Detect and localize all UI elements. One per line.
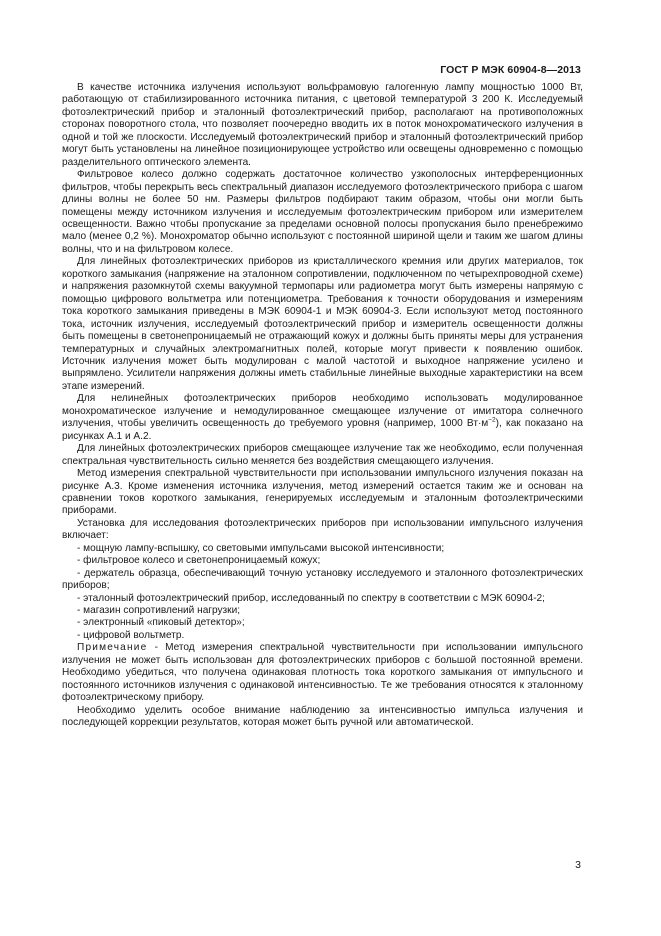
paragraph-bias-light: Для линейных фотоэлектрических приборов смещающее излучение так же необходимо, если полученная спектральная чувствительность сильно меняется без воздействия смещающего излучения. <box>62 443 583 467</box>
page-number: 3 <box>575 859 581 871</box>
paragraph-pulse-method: Метод измерения спектральной чувствительности при использовании импульсного излучения показан на рисунке А.3. Кроме изменения источника излучения, метод измерений остается таким же и основан на сравнении токов короткого замыкания, генерируемых исследуемым и эталонным фотоэлектрическими приборами. <box>62 468 583 517</box>
nonlinear-text-after: ), как показано на рисунках А.1 и А.2. <box>62 418 583 442</box>
paragraph-nonlinear-devices <box>62 393 583 443</box>
note-label: Примечание <box>77 642 148 654</box>
list-item: - электронный «пиковый детектор»; <box>77 617 245 629</box>
paragraph-filter-wheel: Фильтровое колесо должно содержать достаточное количество узкополосных интерференционных фильтров, чтобы перекрыть весь спектральный диапазон исследуемого фотоэлектрического прибора с шагом длины волны не более 50 нм. Размеры фильтров подбирают таким образом, чтобы они могли быть помещены между источником излучения и исследуемым фотоэлектрическим прибором или измерителем освещенности. Важно чтобы пропускание за пределами основной полосы пропускания было пренебрежимо мало (менее 0,2 %). Монохроматор обычно используют с постоянной шириной щели и таким же шагом длины волны, что и на фильтровом колесе. <box>62 169 583 255</box>
list-item: - цифровой вольтметр. <box>77 629 185 641</box>
note-text: - Метод измерения спектральной чувствительности при использовании импульсного излучения не может быть использован для фотоэлектрических приборов с большой постоянной времени. Необходимо убедиться, что получена одинаковая плотность тока короткого замыкания от импульсного и постоянного источников излучения с одинаковой интенсивностью. Те же требования относятся к эталонному фотоэлектрическому прибору. <box>62 642 583 704</box>
standard-header: ГОСТ Р МЭК 60904-8—2013 <box>440 64 581 76</box>
list-item: - магазин сопротивлений нагрузки; <box>77 605 241 617</box>
note-paragraph <box>62 642 583 704</box>
list-item: - держатель образца, обеспечивающий точную установку исследуемого и эталонного фотоэлектрических приборов; <box>62 567 583 592</box>
nonlinear-text-before: Для нелинейных фотоэлектрических приборов необходимо использовать модулированное монохроматическое излучение и немодулированное смещающее излучение от имитатора солнечного излучения, чтобы увеличить освещенность до требуемого уровня (например, 1000 Вт·м <box>62 393 583 430</box>
paragraph-linear-devices: Для линейных фотоэлектрических приборов из кристаллического кремния или других материалов, ток короткого замыкания (напряжение на эталонном сопротивлении, подключенном по четырехпроводной схеме) и напряжения разомкнутой схемы вакуумной термопары или радиометра могут быть измерены напрямую с помощью цифрового вольтметра или потенциометра. Требования к точности оборудования и измерениям тока короткого замыкания приведены в МЭК 60904-1 и МЭК 60904-3. Если используют метод постоянного тока, источник излучения, исследуемый фотоэлектрический прибор и измеритель освещенности должны быть помещены в светонепроницаемый не отражающий кожух и должны быть приняты меры для устранения температурных и случайных электромагнитных полей, которые могут привести к появлению ошибок. Источник излучения может быть модулирован с малой частотой и выходное напряжение усилено и выпрямлено. Усилители напряжения должны иметь стабильные линейные выходные характеристики на всем этапе измерений. <box>62 256 583 392</box>
exponent: −2 <box>488 416 496 424</box>
list-item: - эталонный фотоэлектрический прибор, исследованный по спектру в соответствии с МЭК 60904-2; <box>77 592 545 604</box>
paragraph-setup-intro: Установка для исследования фотоэлектрических приборов при использовании импульсного излучения включает: <box>62 517 583 542</box>
list-item: - фильтровое колесо и светонепроницаемый кожух; <box>77 555 321 567</box>
paragraph-source: В качестве источника излучения используют вольфрамовую галогенную лампу мощностью 1000 Вт, работающую от стабилизированного источника питания, с цветовой температурой 3 200 К. Исследуемый фотоэлектрический прибор и эталонный фотоэлектрический прибор, располагают на противоположных сторонах поворотного стола, что позволяет поочередно вводить их в поток монохроматического излучения в одной и той же плоскости. Исследуемый фотоэлектрический прибор и эталонный фотоэлектрический прибор могут быть установлены на линейное позиционирующее устройство или освещены одновременно с помощью разделительного оптического элемента. <box>62 82 583 168</box>
document-body <box>62 82 583 730</box>
paragraph-final: Необходимо уделить особое внимание наблюдению за интенсивностью импульса излучения и последующей коррекции результатов, которая может быть ручной или автоматической. <box>62 704 583 729</box>
list-item: - мощную лампу-вспышку, со световыми импульсами высокой интенсивности; <box>77 542 445 554</box>
